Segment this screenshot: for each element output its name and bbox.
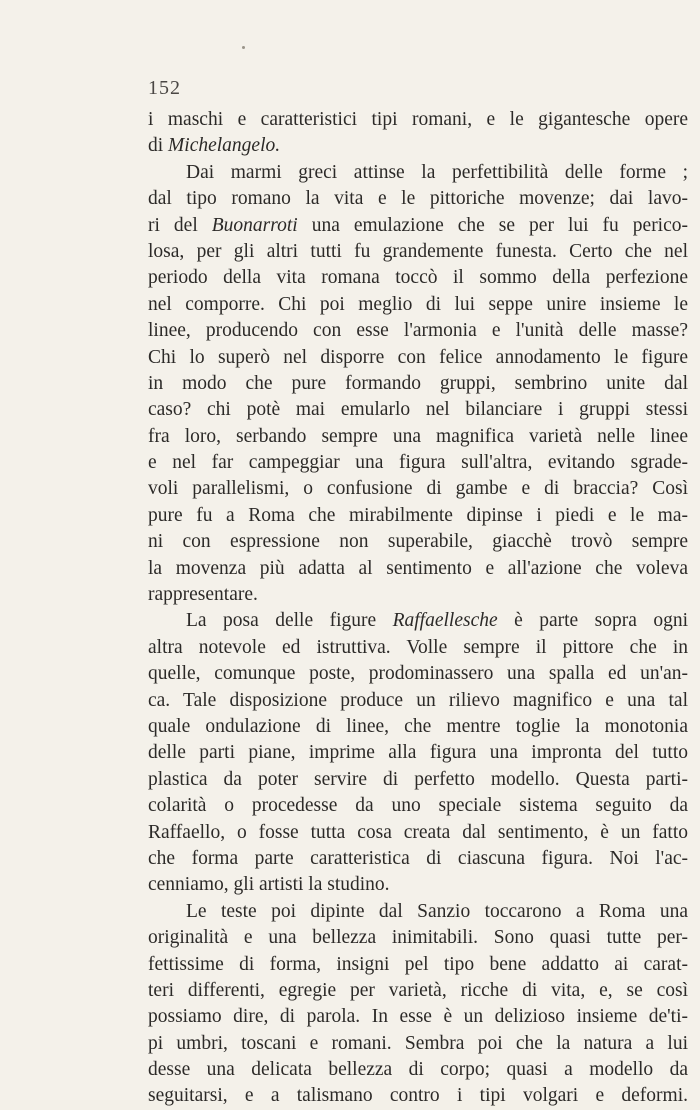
- text-segment: dal tipo romano la vita e le pittoriche movenze; dai lavo-: [148, 188, 688, 210]
- text-line: [148, 503, 688, 529]
- text-line: [148, 397, 688, 423]
- text-line: [148, 318, 688, 344]
- text-line: [148, 133, 688, 159]
- text-line: [148, 582, 688, 608]
- text-segment: in modo che pure formando gruppi, sembrino unite dal: [148, 372, 688, 394]
- text-segment: altra notevole ed istruttiva. Volle sempre il pittore che in: [148, 636, 688, 658]
- text-line: [148, 213, 688, 239]
- text-segment: i maschi e caratteristici tipi romani, e le gigantesche opere: [148, 109, 688, 130]
- text-line: [148, 714, 688, 740]
- text-line: [148, 793, 688, 819]
- text-line: [148, 1057, 688, 1083]
- text-segment: pi umbri, toscani e romani. Sembra poi che la natura a lui: [148, 1032, 688, 1054]
- text-line: [148, 820, 688, 846]
- text-line: [148, 186, 688, 212]
- paper-speck: [242, 46, 245, 49]
- text-line: [148, 767, 688, 793]
- text-line: [148, 661, 688, 687]
- text-line: [148, 978, 688, 1004]
- text-segment: che forma parte caratteristica di ciascuna figura. Noi l'ac-: [148, 847, 688, 869]
- text-line: [148, 292, 688, 318]
- text-segment: linee, producendo con esse l'armonia e l'unità delle masse?: [148, 320, 688, 342]
- text-line: [148, 556, 688, 582]
- text-segment: delle parti piane, imprime alla figura una impronta del tutto: [148, 742, 688, 764]
- text-segment: cenniamo, gli artisti la studino.: [148, 874, 390, 896]
- text-segment: losa, per gli altri tutti fu grandemente funesta. Certo che nel: [148, 240, 688, 262]
- text-segment: voli parallelismi, o confusione di gambe e di braccia? Così: [148, 478, 688, 500]
- italic-name: Raffaellesche: [392, 610, 498, 632]
- italic-name: Buonarroti: [211, 214, 298, 236]
- text-line: [148, 688, 688, 714]
- text-line: [148, 265, 688, 291]
- text-segment: ri del: [148, 214, 212, 236]
- text-line: [148, 239, 688, 265]
- text-segment: Chi lo superò nel disporre con felice annodamento le figure: [148, 346, 688, 368]
- text-line: [148, 899, 688, 925]
- text-segment: la movenza più adatta al sentimento e all'azione che voleva: [148, 557, 688, 579]
- text-segment: Le teste poi dipinte dal Sanzio toccarono a Roma una: [186, 900, 688, 922]
- text-line: [148, 952, 688, 978]
- text-segment: originalità e una bellezza inimitabili. Sono quasi tutte per-: [148, 927, 688, 949]
- text-segment: La posa delle figure: [186, 610, 393, 632]
- text-segment: Raffaello, o fosse tutta cosa creata dal sentimento, è un fatto: [148, 821, 688, 843]
- text-segment: quale ondulazione di linee, che mentre toglie la monotonia: [148, 715, 688, 737]
- text-line: [148, 345, 688, 371]
- text-segment: plastica da poter servire di perfetto modello. Questa parti-: [148, 768, 688, 790]
- text-segment: teri differenti, egregie per varietà, ricche di vita, e, se così: [148, 979, 688, 1001]
- page-number: 152: [148, 77, 181, 99]
- text-line: [148, 160, 688, 186]
- text-line: [148, 371, 688, 397]
- text-line: [148, 476, 688, 502]
- text-line: [148, 1083, 688, 1109]
- text-segment: seguitarsi, e a talismano contro i tipi volgari e deformi.: [148, 1085, 688, 1107]
- text-segment: pure fu a Roma che mirabilmente dipinse i piedi e le ma-: [148, 504, 688, 526]
- text-segment: nel comporre. Chi poi meglio di lui seppe unire insieme le: [148, 293, 688, 315]
- text-line: [148, 872, 688, 898]
- text-segment: desse una delicata bellezza di corpo; quasi a modello da: [148, 1059, 688, 1081]
- text-segment: ca. Tale disposizione produce un rilievo magnifico e una tal: [148, 689, 688, 711]
- text-segment: periodo della vita romana toccò il sommo della perfezione: [148, 267, 688, 289]
- text-line: [148, 107, 688, 133]
- text-segment: ni con espressione non superabile, giacchè trovò sempre: [148, 531, 688, 553]
- text-line: [148, 635, 688, 661]
- body-text: [148, 107, 688, 1110]
- text-line: [148, 529, 688, 555]
- text-line: [148, 740, 688, 766]
- text-line: [148, 925, 688, 951]
- text-line: [148, 450, 688, 476]
- text-line: [148, 608, 688, 634]
- text-segment: e nel far campeggiar una figura sull'altra, evitando sgrade-: [148, 452, 688, 474]
- text-segment: una emulazione che se per lui fu perico-: [297, 214, 688, 236]
- text-segment: caso? chi potè mai emularlo nel bilanciare i gruppi stessi: [148, 399, 688, 421]
- text-segment: quelle, comunque poste, prodominassero una spalla ed un'an-: [148, 663, 688, 685]
- text-segment: è parte sopra ogni: [497, 610, 688, 632]
- text-line: [148, 1004, 688, 1030]
- italic-name: Michelangelo.: [168, 135, 281, 157]
- text-segment: fra loro, serbando sempre una magnifica varietà nelle linee: [148, 425, 688, 447]
- text-line: [148, 424, 688, 450]
- text-line: [148, 1031, 688, 1057]
- text-segment: possiamo dire, di parola. In esse è un delizioso insieme de'ti-: [148, 1006, 688, 1028]
- text-segment: fettissime di forma, insigni pel tipo bene addatto ai carat-: [148, 953, 688, 975]
- text-segment: colarità o procedesse da uno speciale sistema seguito da: [148, 795, 688, 817]
- text-segment: di: [148, 135, 169, 157]
- text-segment: Dai marmi greci attinse la perfettibilità delle forme ;: [186, 161, 688, 183]
- text-line: [148, 846, 688, 872]
- text-segment: rappresentare.: [148, 584, 258, 606]
